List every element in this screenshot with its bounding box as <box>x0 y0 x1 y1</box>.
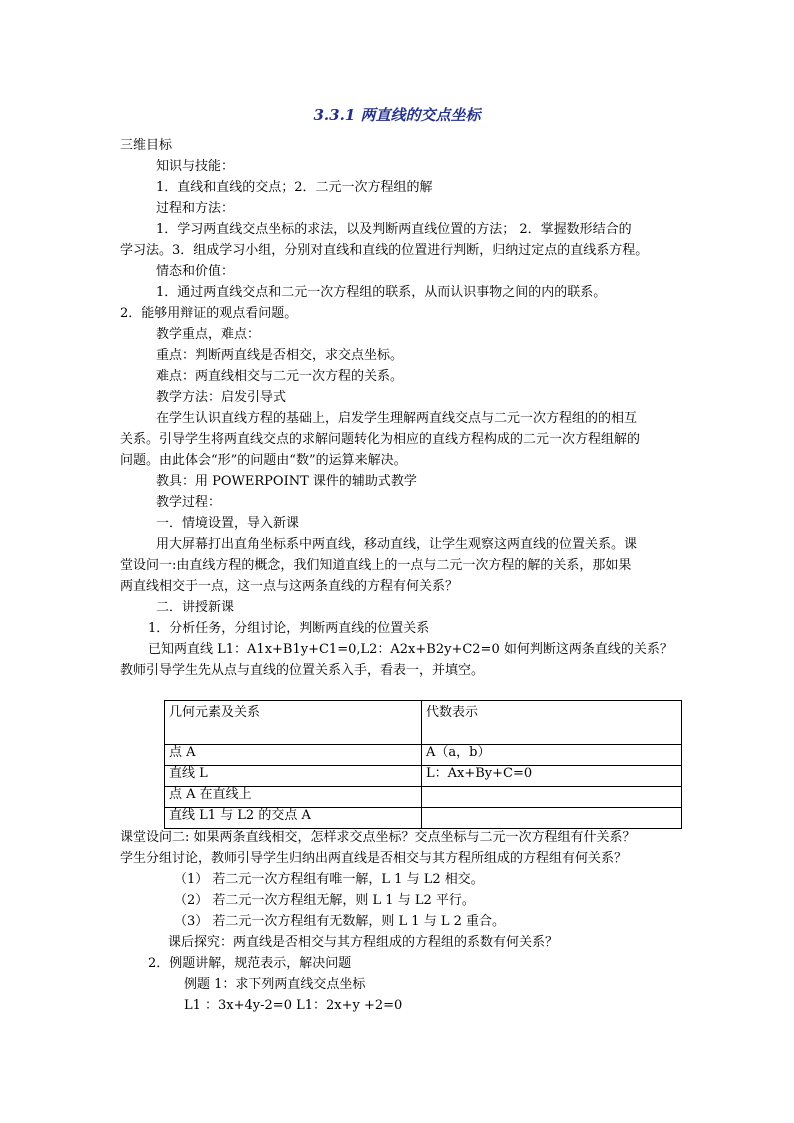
text-line: 用大屏幕打出直角坐标系中两直线，移动直线，让学生观察这两直线的位置关系。课 <box>156 537 638 552</box>
text-line: 学习法。3．组成学习小组，分别对直线和直线的位置进行判断，归纳过定点的直线系方程。 <box>120 243 649 258</box>
table-cell: 直线 L <box>165 766 422 787</box>
text-line: 堂设问一:由直线方程的概念，我们知道直线上的一点与二元一次方程的解的关系，那如果 <box>120 558 632 573</box>
text-line: 关系。引导学生将两直线交点的求解问题转化为相应的直线方程构成的二元一次方程组解的 <box>120 432 641 447</box>
text-line: 问题。由此体会“形”的问题由“数”的运算来解决。 <box>120 453 407 468</box>
text-line: 教学重点，难点： <box>156 327 261 342</box>
text-line: 1．直线和直线的交点；2．二元一次方程组的解 <box>156 180 433 195</box>
table-cell <box>422 808 682 829</box>
table-header-row <box>165 701 682 745</box>
text-line: 已知两直线 L1：A1x+B1y+C1=0,L2：A2x+B2y+C2=0 如何判断这两条直线的关系？ <box>148 642 673 657</box>
text-line: （1） 若二元一次方程组有唯一解，L 1 与 L2 相交。 <box>174 872 484 887</box>
text-line: 课堂设问二: 如果两条直线相交，怎样求交点坐标？交点坐标与二元一次方程组有什关系？ <box>120 830 636 845</box>
table-row <box>165 745 682 766</box>
text-line: 1．分析任务，分组讨论，判断两直线的位置关系 <box>148 621 430 636</box>
text-line: 在学生认识直线方程的基础上，启发学生理解两直线交点与二元一次方程组的的相互 <box>156 411 638 426</box>
text-line: 1．通过两直线交点和二元一次方程组的联系，从而认识事物之间的内的联系。 <box>156 285 607 300</box>
text-line: 1．学习两直线交点坐标的求法，以及判断两直线位置的方法； 2．掌握数形结合的 <box>156 222 632 237</box>
table-cell: 直线 L1 与 L2 的交点 A <box>165 808 422 829</box>
text-line: 教师引导学生先从点与直线的位置关系入手，看表一，并填空。 <box>120 663 485 678</box>
table-header-cell: 几何元素及关系 <box>165 701 422 745</box>
text-line: L1 ：3x+4y-2=0 L1：2x+y +2=0 <box>184 998 403 1013</box>
text-line: 过程和方法： <box>156 201 235 216</box>
text-line: （2） 若二元一次方程组无解，则 L 1 与 L2 平行。 <box>174 893 475 908</box>
text-line: 教具：用 POWERPOINT 课件的辅助式教学 <box>156 474 417 489</box>
table-cell: L：Ax+By+C=0 <box>422 766 682 787</box>
table-row <box>165 787 682 808</box>
text-line: 重点：判断两直线是否相交，求交点坐标。 <box>156 348 404 363</box>
text-line: 2．例题讲解，规范表示，解决问题 <box>148 956 352 971</box>
text-line: 学生分组讨论，教师引导学生归纳出两直线是否相交与其方程所组成的方程组有何关系？ <box>120 851 628 866</box>
text-line: 三维目标 <box>120 138 173 153</box>
table-cell: 点 A <box>165 745 422 766</box>
table-cell: 点 A 在直线上 <box>165 787 422 808</box>
text-line: 两直线相交于一点，这一点与这两条直线的方程有何关系？ <box>120 579 459 594</box>
text-line: 知识与技能： <box>156 159 235 174</box>
text-line: 2．能够用辩证的观点看问题。 <box>120 306 298 321</box>
text-line: （3） 若二元一次方程组有无数解，则 L 1 与 L 2 重合。 <box>174 914 506 929</box>
table-row <box>165 766 682 787</box>
page-title: 3.3.1 两直线的交点坐标 <box>313 106 481 124</box>
table-row <box>165 808 682 829</box>
table-1 <box>164 700 682 829</box>
table-cell: A（a，b） <box>422 745 682 766</box>
text-line: 难点：两直线相交与二元一次方程的关系。 <box>156 369 404 384</box>
text-line: 情态和价值： <box>156 264 235 279</box>
text-line: 教学过程： <box>156 495 222 510</box>
text-line: 二．讲授新课 <box>156 600 235 615</box>
text-line: 一．情境设置，导入新课 <box>156 516 300 531</box>
text-line: 课后探究：两直线是否相交与其方程组成的方程组的系数有何关系？ <box>168 935 559 950</box>
table-cell <box>422 787 682 808</box>
text-line: 教学方法：启发引导式 <box>156 390 287 405</box>
text-line: 例题 1：求下列两直线交点坐标 <box>184 977 366 992</box>
table-header-cell: 代数表示 <box>422 701 682 745</box>
